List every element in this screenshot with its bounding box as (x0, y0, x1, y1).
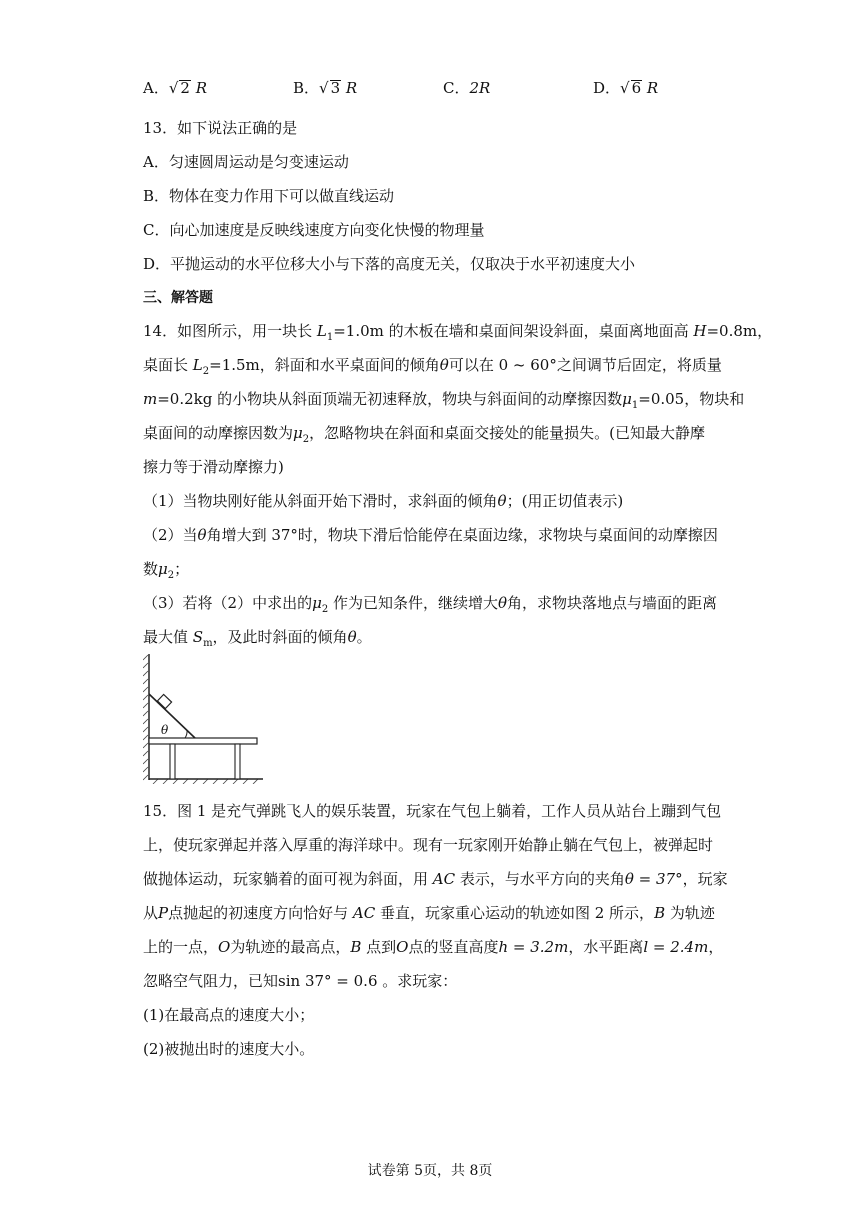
theta-label: θ (161, 723, 169, 737)
angle-arc (185, 730, 187, 738)
q15-line-4: 从P点抛起的初速度方向恰好与 AC 垂直，玩家重心运动的轨迹如图 2 所示，B 为轨迹 (143, 904, 715, 922)
radical-sign: √ (319, 79, 329, 97)
q14-line-5: 擦力等于滑动摩擦力) (143, 458, 284, 476)
table-leg-right (235, 744, 240, 779)
q12-option-b: B．√ 3 R (293, 79, 358, 97)
q14-part-2: （2）当θ角增大到 37°时，物块下滑后恰能停在桌面边缘，求物块与桌面间的动摩擦因 (143, 526, 718, 544)
page-footer: 试卷第 5页，共 8页 (367, 1163, 493, 1179)
incline-figure (143, 652, 263, 784)
q14-part-1: （1）当物块刚好能从斜面开始下滑时，求斜面的倾角θ；(用正切值表示) (143, 492, 624, 510)
q14-part-3-cont: 最大值 $S_m$，及此时斜面的倾角θ。 (143, 628, 372, 649)
q15-line-1: 15．图 1 是充气弹跳飞人的娱乐装置，玩家在气包上躺着，工作人员从站台上蹦到气包 (143, 802, 722, 820)
q12-option-a: A．√ 2 R (143, 79, 208, 97)
section-heading: 三、解答题 (143, 290, 213, 306)
q15-line-3: 做抛体运动，玩家躺着的面可视为斜面，用 AC 表示，与水平方向的夹角θ = 37°，玩家 (143, 870, 728, 888)
q14-line-2: 桌面长 $L_2=1.5m$，斜面和水平桌面间的倾角θ可以在 0 ~ 60°之间调节后固定，将质量 (143, 356, 722, 377)
q13-stem: 13．如下说法正确的是 (143, 119, 298, 137)
q15-line-2: 上，使玩家弹起并落入厚重的海洋球中。现有一玩家刚开始静止躺在气包上，被弹起时 (143, 836, 714, 854)
incline-board (149, 694, 195, 738)
q14-part-3: （3）若将（2）中求出的$\mu_2$ 作为已知条件，继续增大θ角，求物块落地点与墙面的距离 (143, 594, 718, 615)
q14-part-2-cont: 数$\mu_2$； (143, 560, 190, 581)
radical-sign: √ (168, 79, 179, 97)
q13-option-b: B．物体在变力作用下可以做直线运动 (143, 187, 395, 205)
block (157, 694, 171, 708)
q15-line-5: 上的一点，O为轨迹的最高点，B 点到O点的竖直高度h = 3.2m，水平距离l = 2.4m， (143, 938, 724, 956)
table-leg-left (170, 744, 175, 779)
q15-part-2: (2)被抛出时的速度大小。 (143, 1040, 315, 1058)
q14-line-4: 桌面间的动摩擦因数为$\mu_2$，忽略物块在斜面和桌面交接处的能量损失。(已知最大静摩 (143, 424, 705, 445)
q13-option-d: D．平抛运动的水平位移大小与下落的高度无关，仅取决于水平初速度大小 (143, 255, 636, 273)
table-top (149, 738, 257, 744)
q15-part-1: (1)在最高点的速度大小； (143, 1006, 315, 1024)
q15-line-6: 忽略空气阻力，已知sin 37° = 0.6 。求玩家： (143, 972, 458, 990)
q13-option-a: A．匀速圆周运动是匀变速运动 (143, 153, 349, 171)
q12-option-d: D．√ 6 R (593, 79, 659, 97)
radical-sign: √ (620, 79, 630, 97)
wall-hatching (143, 655, 148, 780)
q14-line-3: m=0.2kg 的小物块从斜面顶端无初速释放，物块与斜面间的动摩擦因数$\mu_1=0.05$，物块和 (143, 390, 745, 411)
q14-line-1: 14．如图所示，用一块长 $L_1=1.0m$ 的木板在墙和桌面间架设斜面，桌面离地面高 H=0.8m， (143, 322, 773, 343)
q13-option-c: C．向心加速度是反映线速度方向变化快慢的物理量 (143, 221, 485, 239)
q12-option-c: C．2R (443, 79, 491, 97)
